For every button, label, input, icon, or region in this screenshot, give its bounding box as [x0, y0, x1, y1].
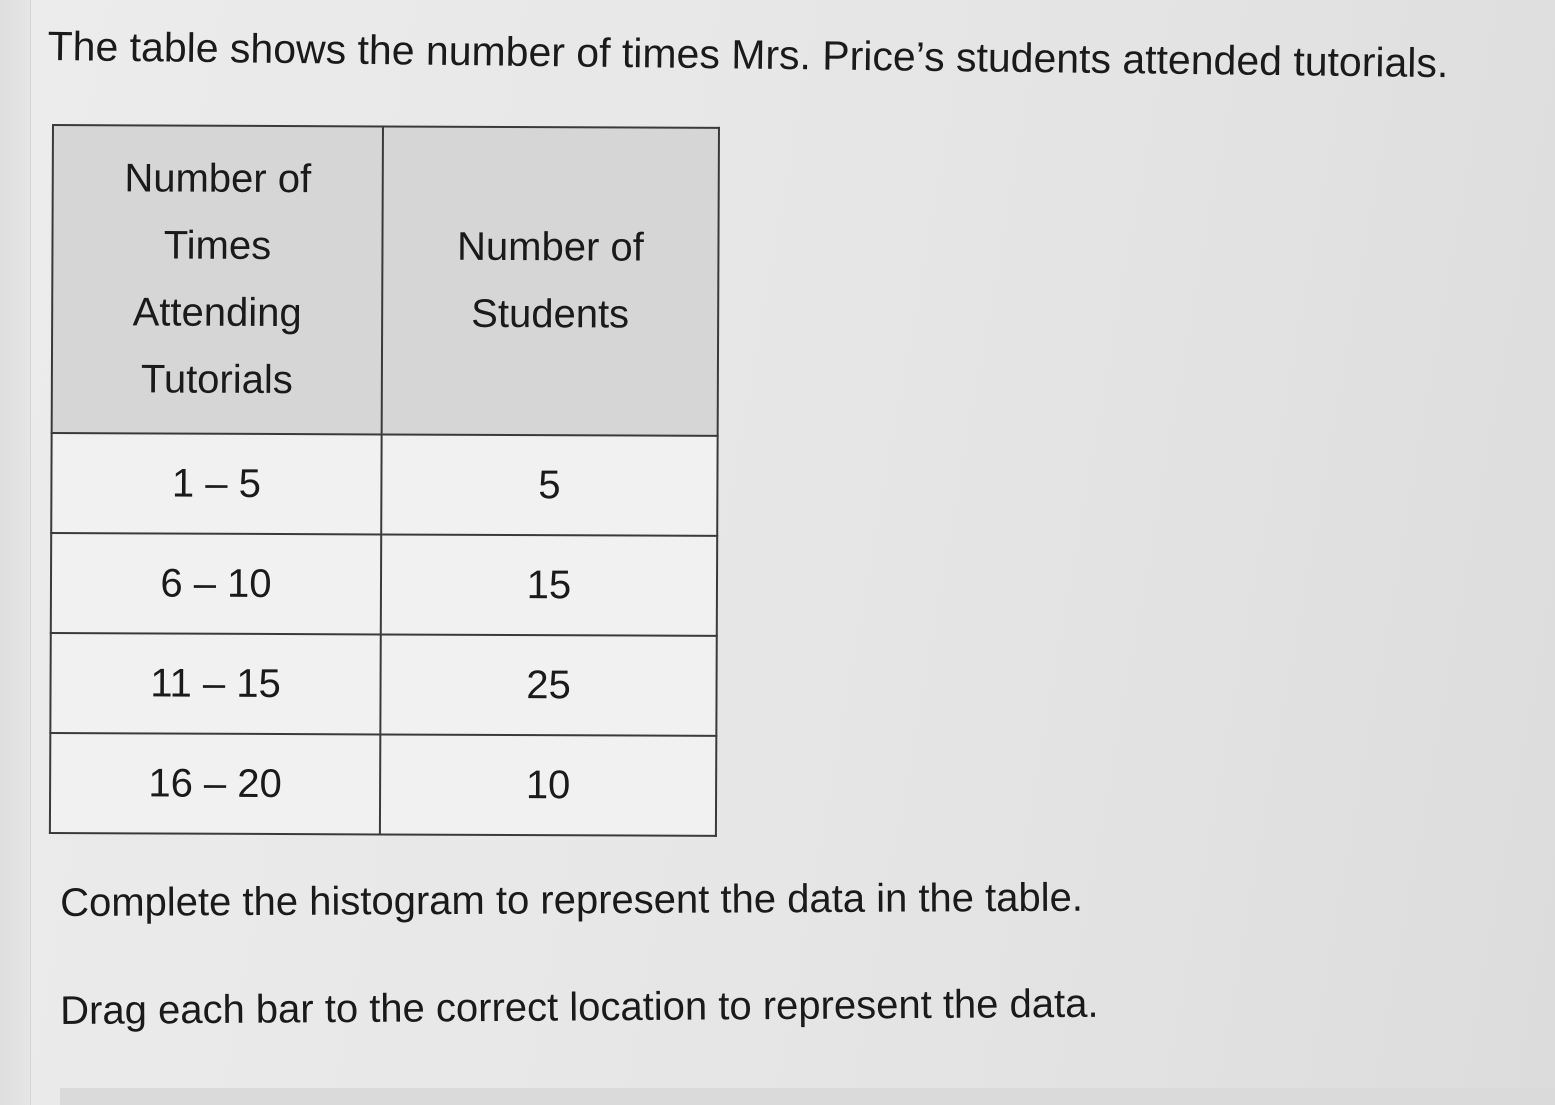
header-line: Times — [163, 223, 272, 268]
range-cell: 16 – 20 — [50, 733, 380, 834]
count-cell: 5 — [381, 434, 717, 535]
header-line: Students — [471, 291, 630, 337]
instruction-complete-histogram: Complete the histogram to represent the data in the table. — [60, 875, 1084, 925]
tutorials-table — [49, 124, 720, 837]
histogram-area-edge — [60, 1088, 1555, 1105]
table-row — [50, 633, 716, 736]
instruction-drag-bars: Drag each bar to the correct location to represent the data. — [60, 981, 1099, 1033]
count-cell: 15 — [381, 534, 717, 635]
table-row — [50, 733, 716, 836]
header-line: Number of — [456, 224, 644, 270]
question-intro: The table shows the number of times Mrs. Price’s students attended tutorials. — [47, 22, 1449, 87]
page-left-margin — [0, 0, 31, 1105]
header-number-of-students — [382, 126, 719, 435]
range-cell: 6 – 10 — [51, 533, 381, 634]
count-cell: 10 — [380, 734, 716, 835]
count-cell: 25 — [380, 634, 716, 735]
header-line: Number of — [124, 156, 312, 202]
table-row — [51, 433, 717, 536]
header-line: Tutorials — [140, 357, 293, 403]
table-row — [51, 533, 717, 636]
range-cell: 11 – 15 — [50, 633, 380, 734]
range-cell: 1 – 5 — [51, 433, 381, 534]
table-header-row — [52, 125, 719, 436]
header-times-attending — [52, 125, 383, 434]
header-line: Attending — [132, 290, 302, 336]
